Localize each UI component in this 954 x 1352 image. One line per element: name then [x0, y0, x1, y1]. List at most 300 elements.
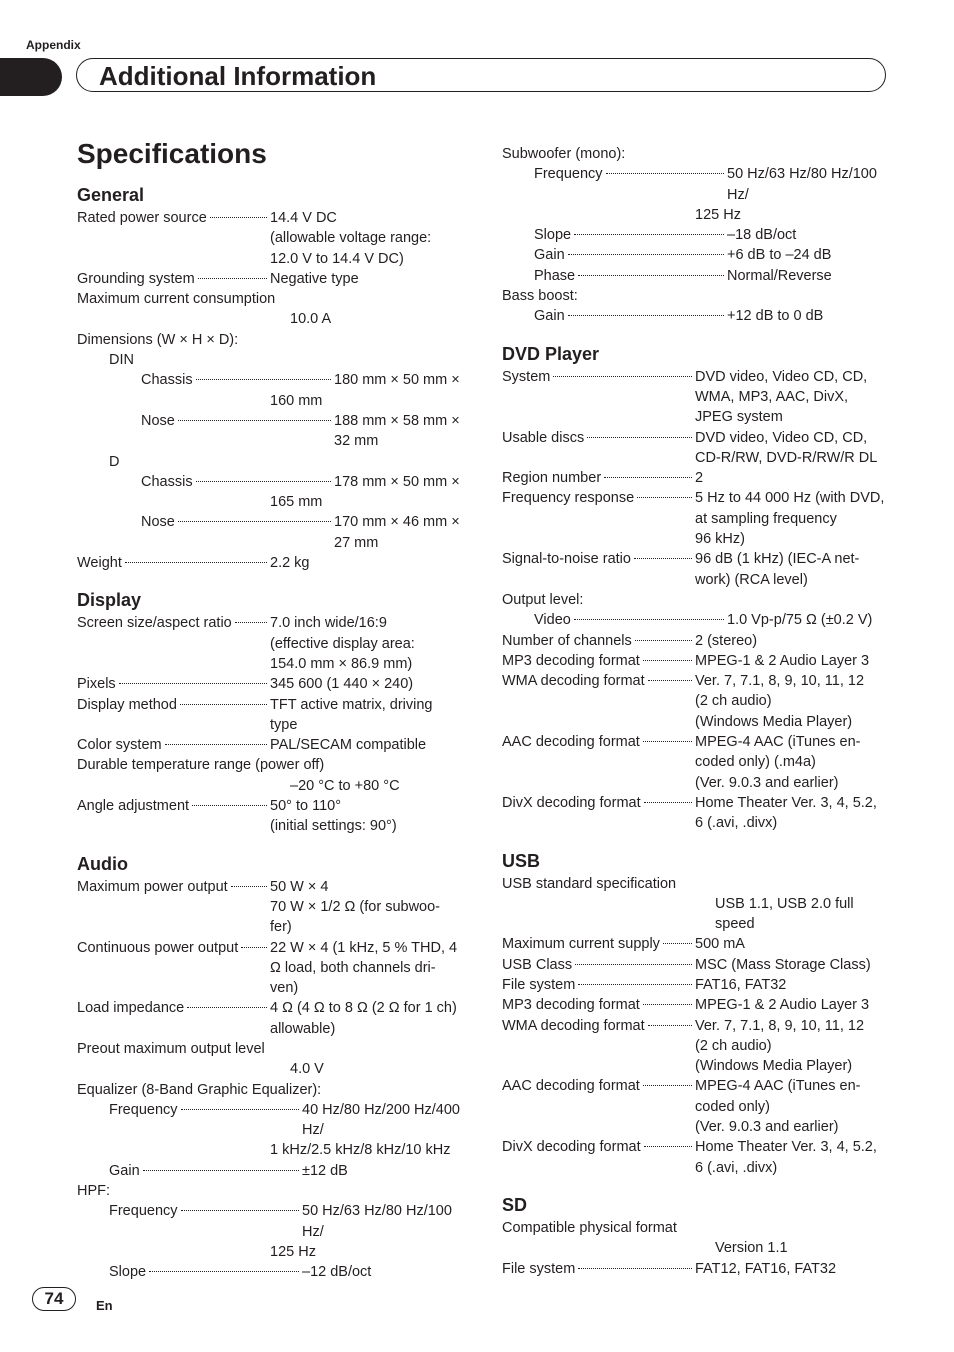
spec-label	[77, 674, 270, 694]
spec-label-text: Angle adjustment	[77, 798, 190, 815]
spec-row	[502, 164, 894, 205]
spec-row	[77, 208, 467, 228]
spec-label-text: AAC decoding format	[502, 734, 640, 751]
section-heading-dvd: DVD Player	[502, 343, 600, 364]
spec-label	[502, 934, 695, 954]
section-banner	[76, 58, 886, 92]
spec-row	[502, 266, 894, 286]
spec-label	[502, 955, 695, 975]
section-dvd-player	[502, 343, 894, 834]
section-display	[77, 589, 467, 836]
spec-row	[77, 776, 467, 796]
spec-label-text: Slope	[109, 1264, 147, 1281]
spec-row	[77, 978, 467, 998]
spec-row	[502, 955, 894, 975]
spec-label-text: Number of channels	[502, 632, 632, 649]
leader-dots	[578, 984, 692, 985]
spec-row	[502, 773, 894, 793]
spec-value: 178 mm × 50 mm ×	[334, 473, 460, 490]
leader-dots	[187, 1007, 267, 1008]
leader-dots	[635, 640, 692, 641]
spec-label	[77, 553, 270, 573]
spec-value: –18 dB/oct	[727, 227, 797, 244]
spec-row	[502, 631, 894, 651]
spec-value: 50 Hz/63 Hz/80 Hz/100 Hz/	[302, 1203, 452, 1240]
section-heading-general: General	[77, 185, 145, 205]
leader-dots	[574, 234, 724, 235]
spec-row	[502, 205, 894, 225]
leader-dots	[648, 1025, 692, 1026]
spec-value: MSC (Mass Storage Class)	[695, 956, 871, 973]
spec-value: (Ver. 9.0.3 and earlier)	[695, 774, 839, 791]
spec-label-text: Maximum current supply	[502, 936, 660, 953]
spec-label	[77, 1100, 302, 1120]
spec-row	[77, 715, 467, 735]
spec-label-text: Load impedance	[77, 1000, 185, 1017]
spec-value: 2	[695, 470, 704, 487]
spec-label-text: Frequency	[109, 1203, 178, 1220]
leader-dots	[241, 947, 267, 948]
spec-value: 5 Hz to 44 000 Hz (with DVD,	[695, 490, 885, 507]
leader-dots	[575, 964, 692, 965]
leader-dots	[644, 802, 692, 803]
spec-value: 70 W × 1/2 Ω (for subwoo-	[270, 898, 441, 915]
spec-label-text: Continuous power output	[77, 939, 239, 956]
section-heading-audio: Audio	[77, 853, 128, 874]
spec-value: MPEG-1 & 2 Audio Layer 3	[695, 997, 870, 1014]
spec-label-text: Grounding system	[77, 270, 195, 287]
spec-value: 160 mm	[270, 392, 323, 409]
leader-dots	[637, 497, 692, 498]
spec-row	[502, 1259, 894, 1279]
leader-dots	[578, 275, 724, 276]
spec-value: 345 600 (1 440 × 240)	[270, 676, 414, 693]
spec-row	[502, 407, 894, 427]
spec-label-text: WMA decoding format	[502, 1017, 645, 1034]
spec-value: USB 1.1, USB 2.0 full speed	[715, 895, 854, 933]
leader-dots	[196, 379, 331, 380]
spec-value: –20 °C to +80 °C	[290, 777, 400, 794]
spec-label-text: Slope	[534, 227, 572, 244]
section-audio	[77, 853, 467, 1283]
spec-value: 40 Hz/80 Hz/200 Hz/400 Hz/	[302, 1101, 460, 1139]
leader-dots	[198, 278, 267, 279]
spec-row	[77, 796, 467, 816]
spec-label-text: MP3 decoding format	[502, 997, 640, 1014]
spec-row	[502, 1158, 894, 1178]
spec-row	[502, 367, 894, 387]
spec-row	[77, 917, 467, 937]
spec-value: CD-R/RW, DVD-R/RW/R DL	[695, 449, 878, 466]
spec-value: 50 Hz/63 Hz/80 Hz/100 Hz/	[727, 166, 877, 203]
spec-row	[77, 512, 467, 553]
spec-value: –12 dB/oct	[302, 1264, 372, 1281]
section-sd	[502, 1194, 894, 1279]
spec-label-text: Chassis	[141, 473, 193, 490]
spec-row	[77, 269, 467, 289]
spec-value: 188 mm × 58 mm × 32 mm	[334, 412, 460, 450]
spec-value: work) (RCA level)	[695, 571, 808, 588]
spec-subheading: HPF:	[77, 1183, 111, 1200]
spec-row	[502, 387, 894, 407]
spec-label-text: Pixels	[77, 676, 116, 693]
spec-value: (2 ch audio)	[695, 1037, 772, 1054]
spec-label	[502, 610, 727, 630]
spec-row	[77, 411, 467, 452]
leader-dots	[606, 173, 724, 174]
spec-label-text: Frequency	[534, 166, 603, 183]
spec-label	[77, 1201, 302, 1221]
spec-value: Negative type	[270, 270, 359, 287]
leader-dots	[553, 376, 692, 377]
spec-label	[77, 208, 270, 228]
spec-row	[502, 894, 894, 935]
spec-label-text: System	[502, 368, 551, 385]
spec-value: coded only) (.m4a)	[695, 754, 816, 771]
spec-label	[502, 367, 695, 387]
spec-row	[502, 1076, 894, 1096]
spec-label-text: MP3 decoding format	[502, 652, 640, 669]
spec-label	[502, 671, 695, 691]
spec-row	[502, 1097, 894, 1117]
leader-dots	[178, 420, 331, 421]
spec-value: 4 Ω (4 Ω to 8 Ω (2 Ω for 1 ch)	[270, 1000, 457, 1017]
leader-dots	[643, 1004, 692, 1005]
spec-value: 50° to 110°	[270, 798, 341, 815]
spec-row	[502, 549, 894, 569]
spec-label-text: Screen size/aspect ratio	[77, 615, 232, 632]
spec-row	[77, 472, 467, 492]
banner-title: Additional Information	[99, 61, 377, 91]
spec-value: Version 1.1	[715, 1240, 788, 1257]
spec-value: 2.2 kg	[270, 555, 310, 572]
spec-value: 12.0 V to 14.4 V DC)	[270, 250, 404, 267]
spec-value: Ver. 7, 7.1, 8, 9, 10, 11, 12	[695, 1017, 865, 1034]
spec-value: Home Theater Ver. 3, 4, 5.2,	[695, 794, 877, 811]
spec-value: Ver. 7, 7.1, 8, 9, 10, 11, 12	[695, 673, 865, 690]
spec-label-text: Gain	[109, 1162, 140, 1179]
spec-label	[77, 269, 270, 289]
spec-label	[77, 735, 270, 755]
spec-value: 6 (.avi, .divx)	[695, 1159, 778, 1176]
spec-value: Normal/Reverse	[727, 267, 832, 284]
spec-value: 4.0 V	[290, 1061, 324, 1078]
spec-row	[502, 732, 894, 752]
section-general	[77, 184, 467, 573]
spec-value: DVD video, Video CD, CD,	[695, 368, 868, 385]
spec-label-text: Signal-to-noise ratio	[502, 551, 631, 568]
spec-label-text: File system	[502, 1260, 576, 1277]
spec-row	[502, 651, 894, 671]
leader-dots	[149, 1271, 299, 1272]
spec-row	[502, 509, 894, 529]
spec-row	[502, 529, 894, 549]
spec-value: 6 (.avi, .divx)	[695, 815, 778, 832]
section-heading-usb: USB	[502, 850, 541, 871]
spec-row	[77, 391, 467, 411]
leader-dots	[663, 943, 692, 944]
leader-dots	[604, 477, 692, 478]
spec-subheading: Compatible physical format	[502, 1219, 677, 1236]
spec-label	[502, 1238, 715, 1239]
spec-value: 125 Hz	[695, 206, 741, 223]
leader-dots	[143, 1170, 299, 1171]
spec-row	[77, 1059, 467, 1079]
spec-label	[502, 995, 695, 1015]
spec-label	[77, 1059, 290, 1060]
spec-value: (effective display area:	[270, 635, 415, 652]
spec-row	[502, 1036, 894, 1056]
spec-label-text: Maximum power output	[77, 878, 228, 895]
spec-value: type	[270, 716, 298, 733]
spec-value: MPEG-4 AAC (iTunes en-	[695, 1078, 861, 1095]
spec-subheading: Equalizer (8-Band Graphic Equalizer):	[77, 1081, 322, 1098]
spec-value: Ω load, both channels dri-	[270, 959, 436, 976]
spec-value: MPEG-4 AAC (iTunes en-	[695, 734, 861, 751]
spec-row	[77, 958, 467, 978]
spec-row	[77, 553, 467, 573]
spec-value: 50 W × 4	[270, 878, 329, 895]
spec-row	[77, 249, 467, 269]
spec-row	[502, 975, 894, 995]
leader-dots	[643, 741, 692, 742]
spec-label	[77, 411, 334, 431]
spec-label	[502, 1016, 695, 1036]
spec-label-text: Chassis	[141, 372, 193, 389]
spec-label	[502, 549, 695, 569]
spec-value: 1 kHz/2.5 kHz/8 kHz/10 kHz	[270, 1142, 451, 1159]
spec-label	[502, 164, 727, 184]
spec-value: 125 Hz	[270, 1243, 316, 1260]
spec-label	[77, 938, 270, 958]
leader-dots	[196, 481, 331, 482]
spec-row	[77, 998, 467, 1018]
spec-label-text: File system	[502, 976, 576, 993]
spec-row	[77, 309, 467, 329]
spec-label	[77, 695, 270, 715]
spec-subheading: Preout maximum output level	[77, 1040, 265, 1057]
spec-value: (Windows Media Player)	[695, 713, 853, 730]
spec-label-text: Display method	[77, 696, 177, 713]
spec-subheading: Subwoofer (mono):	[502, 146, 626, 162]
spec-value: 180 mm × 50 mm ×	[334, 372, 460, 389]
spec-value: 22 W × 4 (1 kHz, 5 % THD, 4	[270, 939, 458, 956]
spec-row	[502, 225, 894, 245]
spec-row	[77, 938, 467, 958]
spec-label-text: Video	[534, 612, 571, 629]
spec-row	[77, 816, 467, 836]
spec-label	[77, 309, 290, 310]
spec-label	[502, 468, 695, 488]
spec-label	[502, 225, 727, 245]
spec-value: ven)	[270, 980, 299, 997]
spec-subheading: D	[109, 453, 120, 470]
spec-row	[502, 1117, 894, 1137]
section-heading-display: Display	[77, 590, 142, 611]
spec-label	[77, 472, 334, 492]
spec-value: 165 mm	[270, 494, 323, 511]
spec-label	[77, 1262, 302, 1282]
spec-value: 2 (stereo)	[695, 632, 758, 649]
spec-subheading: Output level:	[502, 591, 584, 608]
spec-label	[502, 975, 695, 995]
spec-value: (2 ch audio)	[695, 693, 772, 710]
leader-dots	[568, 315, 724, 316]
leader-dots	[119, 683, 267, 684]
spec-row	[77, 654, 467, 674]
spec-row	[77, 1019, 467, 1039]
spec-value: 7.0 inch wide/16:9	[270, 615, 387, 632]
spec-label	[502, 793, 695, 813]
leader-dots	[210, 217, 267, 218]
spec-row	[502, 752, 894, 772]
spec-row	[77, 1201, 467, 1242]
spec-value: coded only)	[695, 1098, 770, 1115]
spec-label-text: Gain	[534, 308, 565, 325]
section-tab	[0, 58, 62, 96]
spec-value: (Ver. 9.0.3 and earlier)	[695, 1119, 839, 1136]
leader-dots	[235, 622, 267, 623]
spec-label-text: Phase	[534, 267, 576, 284]
spec-row	[502, 1238, 894, 1258]
spec-label-text: Gain	[534, 247, 565, 264]
spec-value: (Windows Media Player)	[695, 1058, 853, 1075]
spec-label-text: DivX decoding format	[502, 794, 641, 811]
leader-dots	[587, 437, 692, 438]
spec-value: Home Theater Ver. 3, 4, 5.2,	[695, 1139, 877, 1156]
spec-row	[77, 735, 467, 755]
right-column	[502, 144, 894, 1295]
spec-value: DVD video, Video CD, CD,	[695, 429, 868, 446]
spec-row	[502, 1016, 894, 1036]
spec-value: TFT active matrix, driving	[270, 696, 433, 713]
leader-dots	[165, 744, 267, 745]
spec-label	[502, 245, 727, 265]
spec-row	[502, 995, 894, 1015]
spec-row	[502, 691, 894, 711]
spec-value: PAL/SECAM compatible	[270, 737, 427, 754]
spec-row	[77, 674, 467, 694]
spec-label	[502, 651, 695, 671]
spec-label	[502, 732, 695, 752]
spec-row	[502, 306, 894, 326]
spec-label	[77, 796, 270, 816]
spec-value: allowable)	[270, 1020, 336, 1037]
spec-subheading: Durable temperature range (power off)	[77, 757, 325, 774]
spec-value: 1.0 Vp-p/75 Ω (±0.2 V)	[727, 612, 873, 629]
spec-label-text: Region number	[502, 470, 602, 487]
page-title: Specifications	[77, 138, 267, 169]
spec-value: at sampling frequency	[695, 510, 837, 527]
spec-label-text: AAC decoding format	[502, 1078, 640, 1095]
left-column	[77, 184, 467, 1299]
spec-value: 96 kHz)	[695, 531, 745, 548]
spec-label	[502, 428, 695, 448]
leader-dots	[178, 521, 331, 522]
leader-dots	[180, 704, 267, 705]
leader-dots	[231, 886, 267, 887]
spec-row	[502, 1056, 894, 1076]
appendix-label: Appendix	[26, 38, 81, 52]
spec-value: 170 mm × 46 mm × 27 mm	[334, 514, 460, 551]
spec-row	[77, 613, 467, 633]
leader-dots	[644, 1146, 692, 1147]
spec-row	[77, 492, 467, 512]
section-audio-continued	[502, 144, 894, 327]
leader-dots	[568, 254, 724, 255]
leader-dots	[574, 619, 724, 620]
spec-label	[77, 1161, 302, 1181]
leader-dots	[648, 680, 692, 681]
spec-row	[502, 468, 894, 488]
spec-value: 500 mA	[695, 936, 745, 953]
spec-subheading: USB standard specification	[502, 875, 677, 892]
spec-label-text: USB Class	[502, 956, 573, 973]
leader-dots	[634, 558, 692, 559]
leader-dots	[192, 805, 267, 806]
spec-value: 14.4 V DC	[270, 210, 337, 226]
spec-row	[502, 671, 894, 691]
spec-value: +12 dB to 0 dB	[727, 308, 824, 325]
spec-label-text: Color system	[77, 737, 162, 754]
spec-value: ±12 dB	[302, 1162, 348, 1179]
spec-row	[77, 370, 467, 390]
spec-label-text: Frequency	[109, 1101, 178, 1118]
spec-label	[77, 998, 270, 1018]
spec-row	[502, 934, 894, 954]
spec-label	[502, 488, 695, 508]
spec-value: JPEG system	[695, 409, 783, 426]
spec-row	[502, 1137, 894, 1157]
spec-label-text: WMA decoding format	[502, 673, 645, 690]
spec-value: (initial settings: 90°)	[270, 818, 397, 835]
spec-value: +6 dB to –24 dB	[727, 247, 832, 264]
spec-row	[77, 877, 467, 897]
spec-label	[502, 1259, 695, 1279]
section-usb	[502, 850, 894, 1178]
spec-row	[77, 1100, 467, 1141]
spec-label	[502, 266, 727, 286]
spec-row	[77, 695, 467, 715]
spec-value: fer)	[270, 919, 292, 936]
spec-subheading: Maximum current consumption	[77, 291, 276, 308]
spec-label	[77, 512, 334, 532]
spec-row	[77, 1242, 467, 1262]
section-heading-sd: SD	[502, 1194, 528, 1215]
spec-row	[502, 813, 894, 833]
spec-row	[502, 245, 894, 265]
spec-subheading: Dimensions (W × H × D):	[77, 331, 239, 348]
spec-value: 10.0 A	[290, 311, 332, 328]
spec-label-text: DivX decoding format	[502, 1139, 641, 1156]
spec-value: 96 dB (1 kHz) (IEC-A net-	[695, 551, 860, 568]
spec-subheading: DIN	[109, 352, 134, 369]
spec-row	[77, 1140, 467, 1160]
spec-label	[77, 776, 290, 777]
spec-row	[502, 712, 894, 732]
spec-row	[77, 1262, 467, 1282]
spec-row	[77, 897, 467, 917]
spec-value: FAT12, FAT16, FAT32	[695, 1260, 837, 1277]
leader-dots	[643, 660, 692, 661]
spec-label	[77, 613, 270, 633]
spec-subheading: Bass boost:	[502, 288, 578, 305]
page-number: 74	[32, 1287, 76, 1311]
spec-row	[502, 570, 894, 590]
spec-row	[77, 634, 467, 654]
spec-label	[502, 306, 727, 326]
language-label: En	[96, 1298, 113, 1313]
